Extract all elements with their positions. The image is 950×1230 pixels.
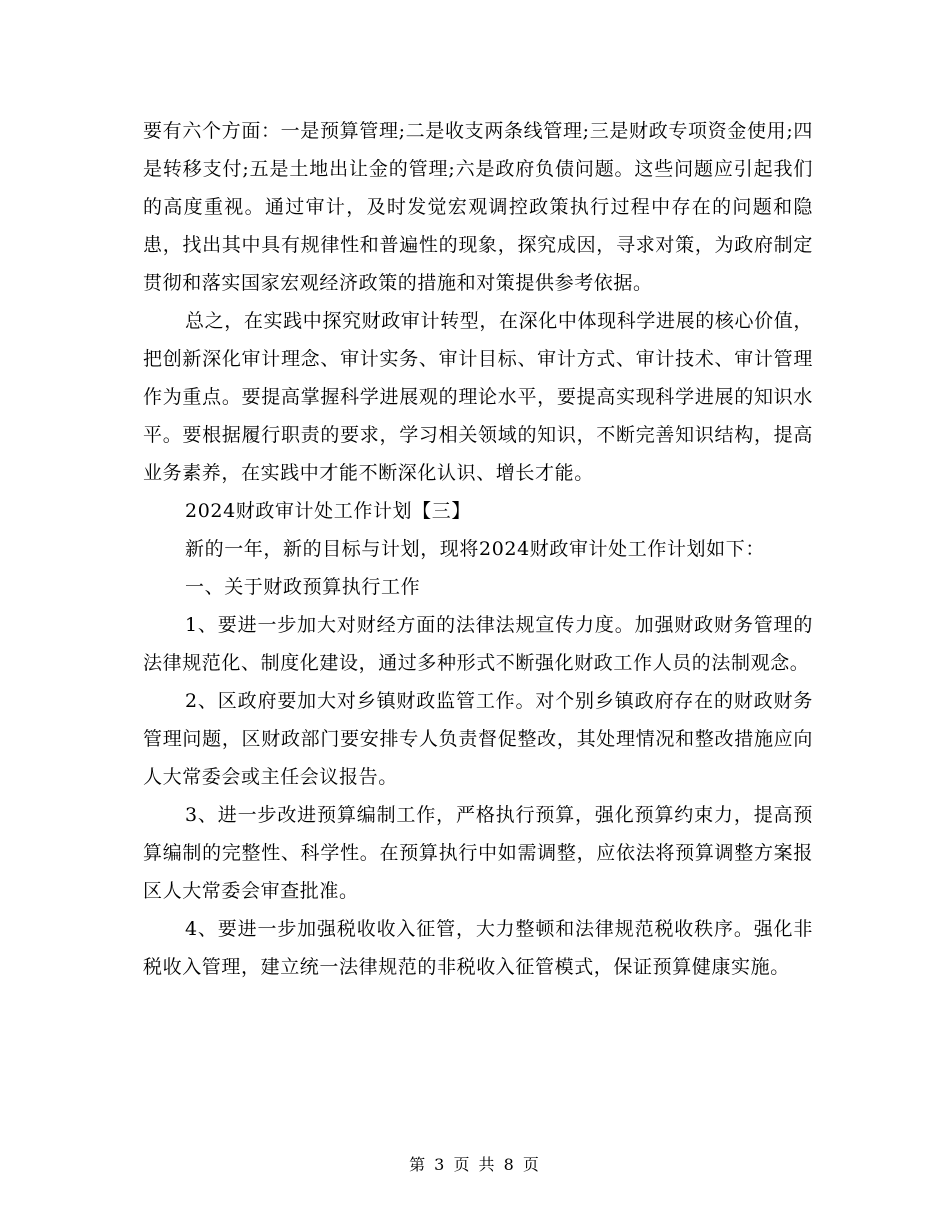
paragraph-conclusion: 总之，在实践中探究财政审计转型，在深化中体现科学进展的核心价值，把创新深化审计理念、审计实务、审计目标、审计方式、审计技术、审计管理作为重点。要提高掌握科学进展观的理论水平，要提高实现科学进展的知识水平。要根据履行职责的要求，学习相关领域的知识，不断完善知识结构，提高业务素养，在实践中才能不断深化认识、增长才能。 <box>143 310 813 484</box>
section-title: 2024财政审计处工作计划【三】 <box>185 500 471 522</box>
list-item: 1、要进一步加大对财经方面的法律法规宣传力度。加强财政财务管理的法律规范化、制度化建设，通过多种形式不断强化财政工作人员的法制观念。 <box>143 614 813 674</box>
page-number-footer: 第 3 页 共 8 页 <box>409 1155 541 1174</box>
section-heading: 一、关于财政预算执行工作 <box>185 576 421 598</box>
paragraph-continuation: 要有六个方面：一是预算管理;二是收支两条线管理;三是财政专项资金使用;四是转移支付;五是土地出让金的管理;六是政府负债问题。这些问题应引起我们的高度重视。通过审计，及时发觉宏观调控政策执行过程中存在的问题和隐患，找出其中具有规律性和普遍性的现象，探究成因，寻求对策，为政府制定贯彻和落实国家宏观经济政策的措施和对策提供参考依据。 <box>143 120 813 294</box>
list-item: 2、区政府要加大对乡镇财政监管工作。对个别乡镇政府存在的财政财务管理问题，区财政部门要安排专人负责督促整改，其处理情况和整改措施应向人大常委会或主任会议报告。 <box>143 690 813 788</box>
list-item: 3、进一步改进预算编制工作，严格执行预算，强化预算约束力，提高预算编制的完整性、科学性。在预算执行中如需调整，应依法将预算调整方案报区人大常委会审查批准。 <box>143 804 813 902</box>
paragraph-intro: 新的一年，新的目标与计划，现将2024财政审计处工作计划如下： <box>185 538 765 560</box>
list-item: 4、要进一步加强税收收入征管，大力整顿和法律规范税收秩序。强化非税收入管理，建立统一法律规范的非税收入征管模式，保证预算健康实施。 <box>143 918 813 978</box>
document-body <box>143 112 813 986</box>
